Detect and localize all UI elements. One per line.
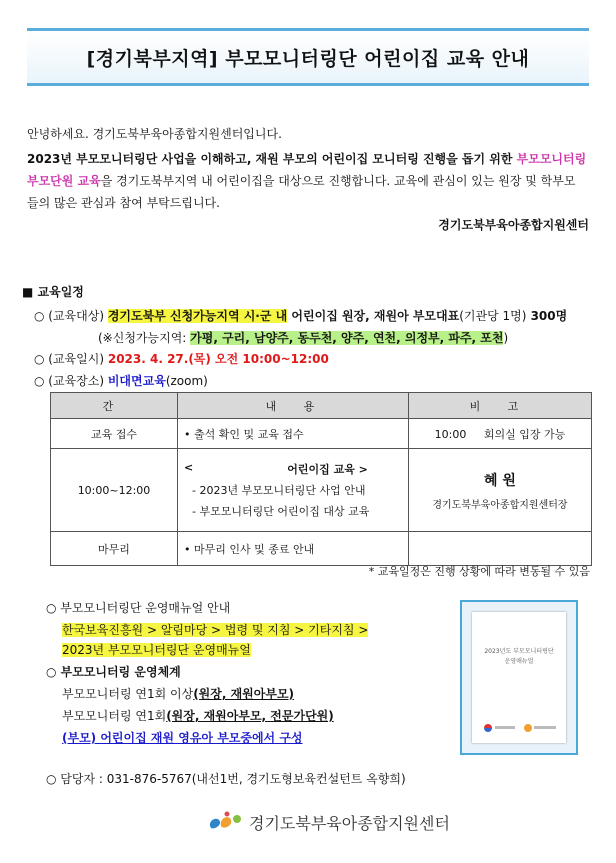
label: (※신청가능지역: [98, 331, 191, 345]
regions-line [98, 329, 508, 346]
intro-highlight: 부모모니터링 [516, 152, 587, 166]
table-row [51, 449, 592, 532]
cover-title: 2023년도 부모모니터링단 [484, 648, 554, 655]
speaker-org: 경기도북부육아종합지원센터장 [432, 499, 568, 511]
target-count: 300명 [526, 309, 568, 323]
cell-time: 마무리 [51, 532, 178, 566]
place-line [34, 372, 208, 389]
logo-text-bar [495, 726, 515, 729]
table-row [51, 419, 592, 449]
taeguk-icon [484, 724, 492, 732]
intro-text: 을 경기도북부지역 내 어린이집을 대상으로 진행합니다. 교육에 관심이 있는 원장 및 학부모 [100, 174, 576, 188]
header-note: 비 고 [408, 393, 591, 419]
place-rest: (zoom) [165, 374, 208, 388]
label: ○ (교육장소) [34, 374, 108, 388]
path: 한국보육진흥원 > 알림마당 > 법령 및 지침 > 기타지침 > [62, 623, 369, 637]
header-content: 내 용 [178, 393, 409, 419]
title-banner [27, 28, 589, 86]
target-highlight: 경기도북부 신청가능지역 시·군 내 [107, 309, 288, 323]
cell-content: • 마무리 인사 및 종료 안내 [178, 532, 409, 566]
bracket: < [184, 461, 194, 474]
intro-highlight: 부모단원 교육 [27, 174, 101, 188]
target-paren: (기관당 1명) [459, 309, 527, 323]
target-text: 어린이집 원장, 재원아 부모대표 [287, 309, 460, 323]
system-item [62, 685, 294, 702]
label: ○ (교육일시) [34, 352, 108, 366]
cell-note: 10:00 회의실 입장 가능 [408, 419, 591, 449]
title: 어린이집 교육 > [287, 463, 368, 476]
cell-content: • 출석 확인 및 교육 접수 [178, 419, 409, 449]
cell-time: 교육 접수 [51, 419, 178, 449]
system-item [62, 707, 334, 724]
system-title: ○ 부모모니터링 운영체계 [46, 665, 181, 679]
intro-line-1: 안녕하세요. 경기도북부육아종합지원센터입니다. [27, 127, 282, 141]
date: 2023. 4. 27.(목) 오전 10:00~12:00 [107, 352, 329, 366]
text: (원장, 재원아부모) [193, 687, 295, 701]
content-item: - 2023년 부모모니터링단 사업 안내 [192, 484, 366, 497]
cover-subtitle: 운영매뉴얼 [504, 658, 534, 665]
regions: 가평, 구리, 남양주, 동두천, 양주, 연천, 의정부, 파주, 포천 [190, 331, 504, 345]
label: ) [503, 331, 509, 345]
page-title: [경기북부지역] 부모모니터링단 어린이집 교육 안내 [86, 47, 530, 70]
manual-cover-image [460, 600, 578, 755]
content-item: - 부모모니터링단 어린이집 대상 교육 [192, 505, 370, 518]
text: (원장, 재원아부모, 전문가단원) [166, 709, 334, 723]
contact: ○ 담당자 : 031-876-5767(내선1번, 경기도형보육컨설턴트 옥향희) [46, 772, 406, 786]
cell-content [178, 449, 409, 532]
header-time: 간 [51, 393, 178, 419]
speaker-name: 혜 원 [483, 472, 516, 489]
schedule-table [50, 392, 592, 566]
content-title [184, 461, 408, 477]
text: 부모모니터링 연1회 이상 [62, 687, 194, 701]
target-line [34, 307, 567, 324]
manual-title: ○ 부모모니터링단 운영매뉴얼 안내 [46, 601, 231, 615]
table-footnote: * 교육일정은 진행 상황에 따라 변동될 수 있음 [368, 565, 590, 578]
cell-note [408, 449, 591, 532]
center-logo-icon [205, 810, 245, 834]
manual-cover-page [472, 612, 566, 743]
manual-path [62, 621, 368, 638]
logo-text-bar [534, 726, 556, 729]
cell-note [408, 532, 591, 566]
intro-line-3 [27, 172, 597, 189]
manual-file [62, 641, 251, 658]
signature: 경기도북부육아종합지원센터 [438, 218, 589, 232]
file: 2023년 부모모니터링단 운영매뉴얼 [62, 643, 251, 657]
intro-text: 2023년 부모모니터링단 사업을 이해하고, 재원 부모의 어린이집 모니터링 진행을 돕기 위한 [27, 152, 517, 166]
logo-icon [524, 724, 532, 732]
footer-org: 경기도북부육아종합지원센터 [249, 813, 450, 833]
footer-logo [205, 810, 450, 834]
intro-line-4: 들의 많은 관심과 참여 부탁드립니다. [27, 196, 220, 210]
system-item: (부모) 어린이집 재원 영유아 부모중에서 구성 [62, 731, 303, 745]
cell-time: 10:00~12:00 [51, 449, 178, 532]
intro-line-2 [27, 150, 597, 167]
table-row [51, 532, 592, 566]
text: 부모모니터링 연1회 [62, 709, 167, 723]
label: ○ (교육대상) [34, 309, 108, 323]
schedule-heading: ■ 교육일정 [22, 285, 84, 299]
date-line [34, 350, 329, 367]
place: 비대면교육 [107, 374, 166, 388]
